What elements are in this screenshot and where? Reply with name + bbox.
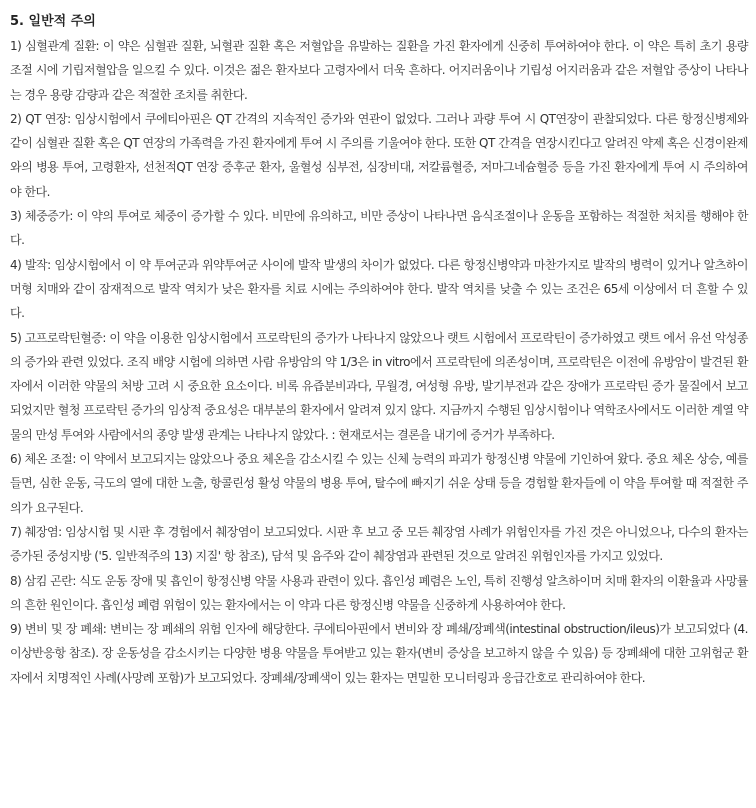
list-item <box>10 34 748 107</box>
item-text: 이 약을 이용한 임상시험에서 프로락틴의 증가가 나타나지 않았으나 랫트 시험에서 프로락틴이 증가하였고 랫트 에서 유선 악성종의 증가와 관련 있었다. 조직 배양 시험에 의하면 사람 유방암의 약 1/3은 in vitro에서 프로락틴에 의존성이며, 프로락틴은 이전에 유방암이 발견된 환자에서 이러한 약물의 처방 고려 시 중요한 요소이다. 비록 유즙분비과다, 무월경, 여성형 유방, 발기부전과 같은 장애가 프로락틴 증가 물질에서 보고되었지만 혈청 프로락틴 증가의 임상적 중요성은 대부분의 환자에서 알려져 있지 않다. 지금까지 수행된 임상시험이나 역학조사에서도 이러한 계열 약물의 만성 투여와 사람에서의 종양 발생 관계는 나타나지 않았다. : 현재로서는 결론을 내기에 증거가 부족하다. <box>10 330 748 442</box>
item-text: 식도 운동 장애 및 흡인이 항정신병 약물 사용과 관련이 있다. 흡인성 폐렴은 노인, 특히 진행성 알츠하이머 치매 환자의 이환율과 사망률의 흔한 원인이다. 흡인성 폐렴 위험이 있는 환자에서는 이 약과 다른 항정신병 약물을 신중하게 사용하여야 한다. <box>10 573 748 612</box>
item-number: 1) <box>10 39 22 53</box>
item-heading: 삼킴 곤란: <box>24 573 76 588</box>
item-number: 6) <box>10 452 22 467</box>
item-heading: 체중증가: <box>24 209 73 224</box>
item-text: 이 약의 투여로 체중이 증가할 수 있다. 비만에 유의하고, 비만 증상이 나타나면 음식조절이나 운동을 포함하는 적절한 처치를 행해야 한다. <box>10 209 748 248</box>
item-heading: 발작: <box>24 257 51 272</box>
item-text: 임상시험에서 이 약 투여군과 위약투여군 사이에 발작 발생의 차이가 없었다. 다른 항정신병약과 마찬가지로 발작의 병력이 있거나 알츠하이머형 치매와 같이 잠재적으로 발작 역치가 낮은 환자를 치료 시에는 주의하여야 한다. 발작 역치를 낮출 수 있는 조건은 65세 이상에서 더 흔할 수 있다. <box>10 257 748 321</box>
item-text: 임상시험에서 쿠에티아핀은 QT 간격의 지속적인 증가와 연관이 없었다. 그러나 과량 투여 시 QT연장이 관찰되었다. 다른 항정신병제와 같이 심혈관 질환 혹은 QT 연장의 가족력을 가진 환자에게 투여 시 주의를 기울여야 한다. 또한 QT 간격을 연장시킨다고 알려진 약제 혹은 신경이완제와의 병용 투여, 고령환자, 선천적QT 연장 증후군 환자, 울혈성 심부전, 심장비대, 저칼륨혈증, 저마그네슘혈증 등을 가진 환자에게 투여 시 주의하여야 한다. <box>10 111 748 199</box>
list-item <box>10 107 748 204</box>
item-text: 임상시험 및 시판 후 경험에서 췌장염이 보고되었다. 시판 후 보고 중 모든 췌장염 사례가 위험인자를 가진 것은 아니었으나, 다수의 환자는 증가된 중성지방 ('5. 일반적주의 13) 지질' 항 참조), 담석 및 음주와 같이 췌장염과 관련된 것으로 알려진 위험인자를 가지고 있었다. <box>10 524 748 564</box>
item-number: 3) <box>10 209 22 224</box>
item-number: 2) <box>10 111 22 126</box>
item-heading: 체온 조절: <box>24 452 76 467</box>
item-number: 7) <box>10 524 22 539</box>
list-item <box>10 204 748 253</box>
item-number: 4) <box>10 257 22 272</box>
item-heading: 심혈관계 질환: <box>25 39 100 53</box>
list-item <box>10 617 748 690</box>
list-item <box>10 569 748 618</box>
item-number: 9) <box>10 622 22 637</box>
list-item <box>10 326 748 447</box>
section-title: 5. 일반적 주의 <box>10 14 96 29</box>
item-heading: 췌장염: <box>24 524 62 539</box>
item-text: 이 약에서 보고되지는 않았으나 중요 체온을 감소시킬 수 있는 신체 능력의 파괴가 항정신병 약물에 기인하여 왔다. 중요 체온 상승, 예를 들면, 심한 운동, 극도의 열에 대한 노출, 항콜린성 활성 약물의 병용 투여, 탈수에 빠지기 쉬운 상태 등을 경험할 환자들에 이 약을 투여할 때 적절한 주의가 요구된다. <box>10 452 748 515</box>
list-item <box>10 520 748 569</box>
list-item <box>10 253 748 326</box>
item-heading: QT 연장: <box>25 111 71 126</box>
item-heading: 고프로락틴혈증: <box>24 330 106 345</box>
item-heading: 변비 및 장 폐쇄: <box>25 622 107 637</box>
item-number: 5) <box>10 330 22 345</box>
item-number: 8) <box>10 573 22 588</box>
item-text: 이 약은 심혈관 질환, 뇌혈관 질환 혹은 저혈압을 유발하는 질환을 가진 환자에게 신중히 투여하여야 한다. 이 약은 특히 초기 용량 조절 시에 기립저혈압을 일으킬 수 있다. 이것은 젊은 환자보다 고령자에서 더욱 흔하다. 어지러움이나 기립성 어지러움과 같은 저혈압 증상이 나타나는 경우 용량 감량과 같은 적절한 조치를 취한다. <box>10 39 748 102</box>
item-text: 변비는 장 폐쇄의 위험 인자에 해당한다. 쿠에티아핀에서 변비와 장 폐쇄/장폐색(intestinal obstruction/ileus)가 보고되었다 (4.이상반응항 참조). 장 운동성을 감소시키는 다양한 병용 약물을 투여받고 있는 환자(변비 증상을 보고하지 않을 수 있음) 등 장폐쇄에 대한 고위험군 환자에서 치명적인 사례(사망례 포함)가 보고되었다. 장폐쇄/장폐색이 있는 환자는 면밀한 모니터링과 응급간호로 관리하여야 한다. <box>10 622 748 685</box>
list-item <box>10 447 748 520</box>
